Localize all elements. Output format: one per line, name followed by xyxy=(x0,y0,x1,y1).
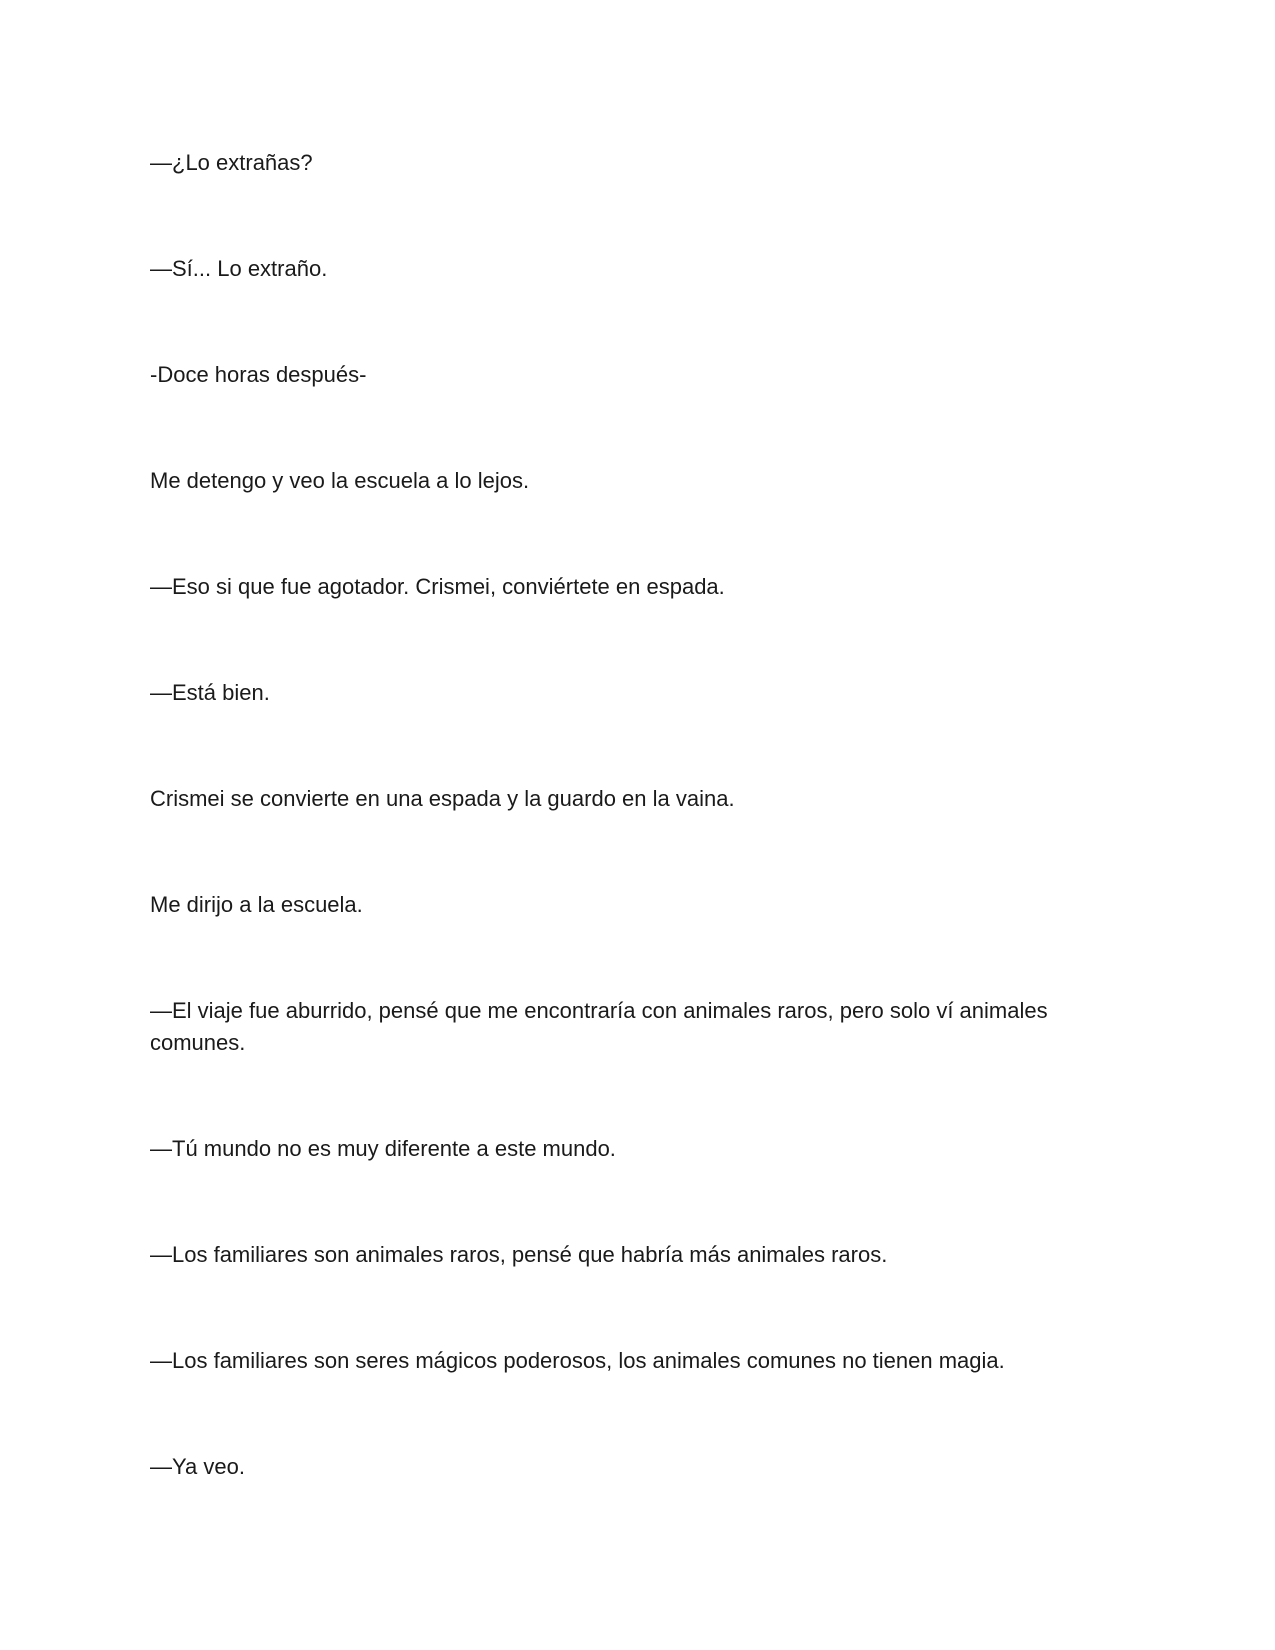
paragraph: —Sí... Lo extraño. xyxy=(150,256,328,281)
paragraph: —Eso si que fue agotador. Crismei, conviértete en espada. xyxy=(150,574,725,599)
paragraph: —Está bien. xyxy=(150,680,270,705)
paragraph: Me detengo y veo la escuela a lo lejos. xyxy=(150,468,530,493)
paragraph: —Tú mundo no es muy diferente a este mundo. xyxy=(150,1136,616,1161)
paragraph: —Los familiares son animales raros, pensé que habría más animales raros. xyxy=(150,1242,888,1267)
paragraph: —Los familiares son seres mágicos poderosos, los animales comunes no tienen magia. xyxy=(150,1348,1005,1373)
paragraph: Me dirijo a la escuela. xyxy=(150,892,363,917)
paragraph: —Ya veo. xyxy=(150,1454,245,1479)
paragraph: —¿Lo extrañas? xyxy=(150,150,313,175)
paragraph: Crismei se convierte en una espada y la guardo en la vaina. xyxy=(150,786,735,811)
paragraph: —El viaje fue aburrido, pensé que me encontraría con animales raros, pero solo ví animales comunes. xyxy=(150,998,1048,1055)
scene-break: -Doce horas después- xyxy=(150,362,367,387)
